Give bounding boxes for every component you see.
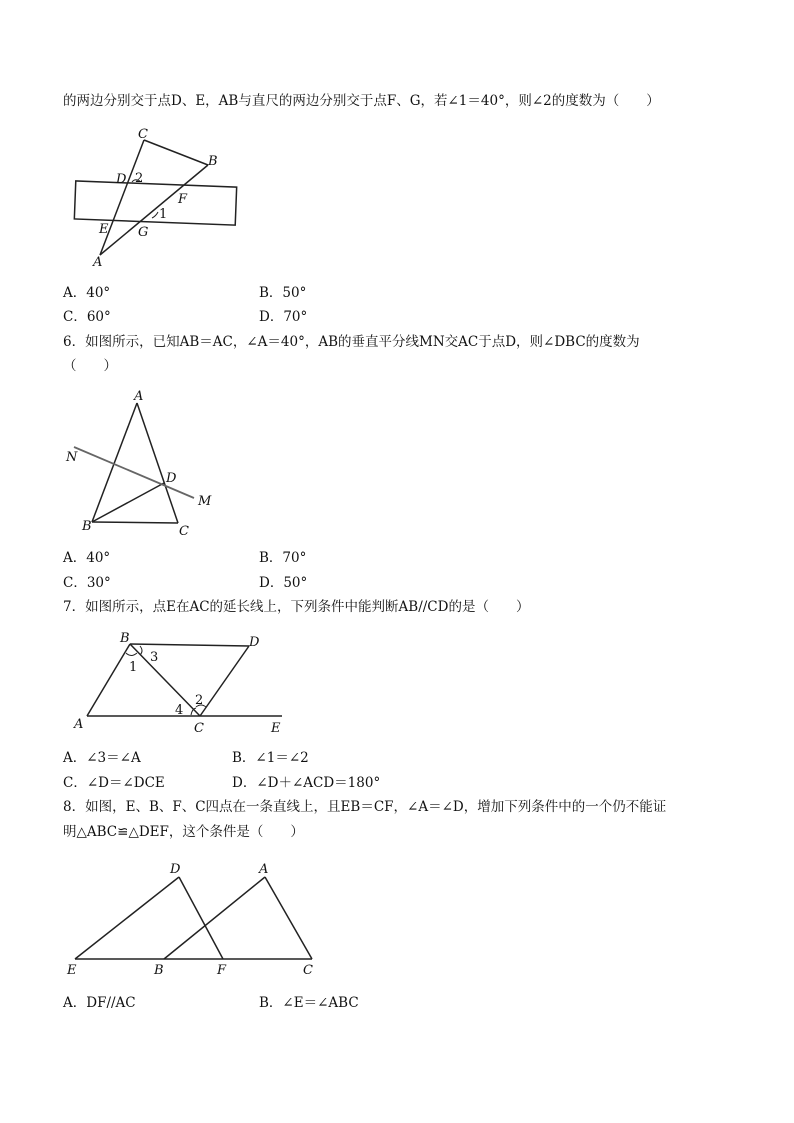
label-c: C [303, 963, 313, 978]
q5-stem: 的两边分别交于点D、E，AB与直尺的两边分别交于点F、G，若∠1＝40°，则∠2的度数为（ ） [63, 93, 660, 109]
q5-figure [60, 120, 260, 270]
angle-1-arc [152, 212, 158, 218]
segment-ab [92, 403, 137, 522]
q5-option-b[interactable]: B．50° [259, 285, 307, 301]
label-e: E [67, 963, 77, 978]
q6-stem-cont: （ ） [63, 358, 117, 374]
segment-bc [92, 522, 178, 523]
q6-stem: 6．如图所示，已知AB＝AC，∠A＝40°，AB的垂直平分线MN交AC于点D，则∠DBC的度数为 [63, 334, 640, 350]
q7-option-c[interactable]: C．∠D＝∠DCE [63, 775, 165, 791]
q6-option-c[interactable]: C．30° [63, 575, 111, 591]
label-b: B [120, 631, 130, 646]
segment-ac [265, 877, 312, 959]
q5-option-c[interactable]: C．60° [63, 309, 111, 325]
label-b: B [208, 154, 218, 169]
segment-bd [130, 644, 249, 646]
q6-option-a[interactable]: A．40° [63, 550, 111, 566]
label-d: D [249, 635, 260, 650]
label-f: F [178, 192, 188, 207]
label-c: C [138, 127, 148, 142]
q5-option-a[interactable]: A．40° [63, 285, 111, 301]
label-angle-1: 1 [159, 207, 168, 222]
label-angle-3: 3 [150, 650, 159, 665]
label-a: A [93, 255, 103, 270]
label-f: F [217, 963, 227, 978]
q6-option-b[interactable]: B．70° [259, 550, 307, 566]
label-d: D [116, 172, 127, 187]
label-m: M [198, 494, 212, 509]
segment-ba [87, 644, 130, 716]
segment-bd [92, 483, 164, 522]
label-g: G [138, 225, 149, 240]
q8-option-a[interactable]: A．DF//AC [63, 995, 136, 1011]
q6-option-d[interactable]: D．50° [259, 575, 308, 591]
label-d: D [170, 862, 181, 877]
q7-option-a[interactable]: A．∠3＝∠A [63, 750, 141, 766]
label-angle-2: 2 [135, 171, 144, 186]
label-n: N [66, 450, 78, 465]
label-b: B [154, 963, 164, 978]
label-a: A [259, 862, 269, 877]
segment-ba [164, 877, 265, 959]
label-c: C [179, 524, 189, 539]
ruler [74, 181, 236, 225]
q7-option-b[interactable]: B．∠1＝∠2 [232, 750, 309, 766]
angle-1-arc [126, 653, 137, 656]
q8-stem: 8．如图，E、B、F、C四点在一条直线上，且EB＝CF，∠A＝∠D，增加下列条件中的一个仍不能证 [63, 799, 667, 815]
label-e: E [271, 721, 281, 736]
q8-option-b[interactable]: B．∠E＝∠ABC [259, 995, 359, 1011]
segment-cb [144, 140, 208, 165]
q7-option-d[interactable]: D．∠D＋∠ACD＝180° [232, 775, 381, 791]
q7-figure [60, 625, 300, 745]
q7-stem: 7．如图所示，点E在AC的延长线上，下列条件中能判断AB//CD的是（ ） [63, 599, 530, 615]
label-angle-4: 4 [175, 703, 184, 718]
q6-figure [60, 385, 230, 545]
label-c: C [194, 721, 204, 736]
segment-df [179, 877, 223, 959]
segment-ed [75, 877, 179, 959]
q8-stem-cont: 明△ABC≌△DEF，这个条件是（ ） [63, 824, 304, 840]
label-angle-2: 2 [195, 693, 204, 708]
label-angle-1: 1 [129, 660, 138, 675]
segment-dc [200, 646, 249, 716]
q5-option-d[interactable]: D．70° [259, 309, 308, 325]
segment-ac [137, 403, 178, 523]
label-a: A [74, 717, 84, 732]
label-b: B [82, 519, 92, 534]
label-e: E [99, 222, 109, 237]
label-d: D [166, 471, 177, 486]
label-a: A [134, 389, 144, 404]
q8-figure [60, 850, 330, 990]
